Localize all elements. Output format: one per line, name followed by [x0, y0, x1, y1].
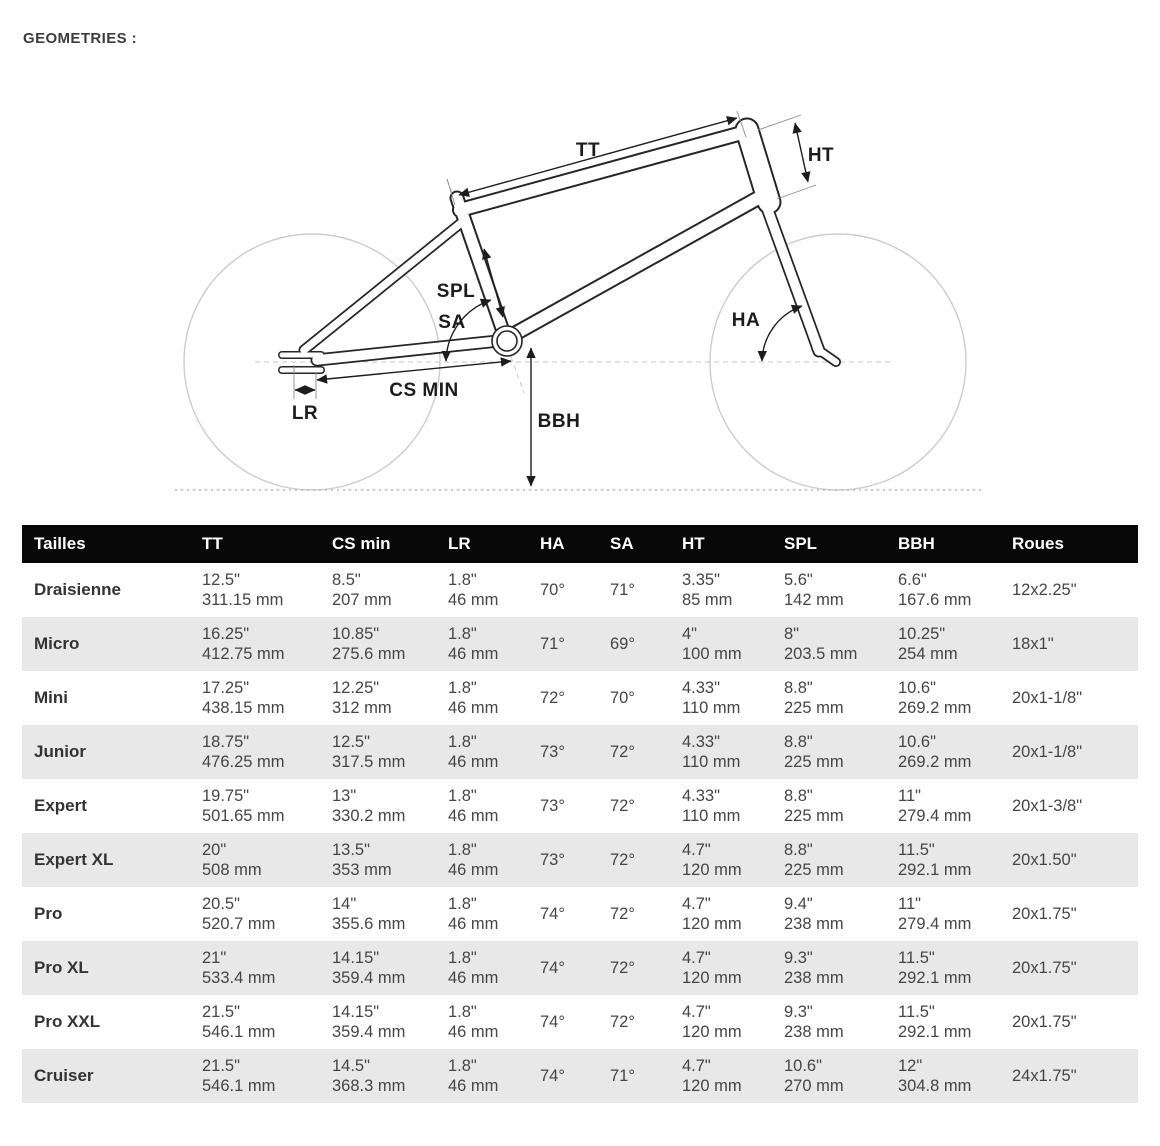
ht-mm: 120 mm	[682, 1023, 742, 1041]
spl-cell	[772, 617, 886, 671]
tt-inches: 12.5"	[202, 571, 240, 589]
tt-label: TT	[575, 140, 601, 161]
sa-cell: 72°	[610, 851, 635, 869]
bbh-mm: 292.1 mm	[898, 1023, 972, 1041]
lr-mm: 46 mm	[448, 1023, 499, 1041]
bbh-inches: 10.25"	[898, 625, 946, 643]
lr-cell	[436, 779, 528, 833]
ht-inches: 4.7"	[682, 949, 711, 967]
lr-inches: 1.8"	[448, 787, 477, 805]
ht-mm: 110 mm	[682, 753, 741, 771]
spl-mm: 225 mm	[784, 699, 844, 717]
bbh-mm: 304.8 mm	[898, 1077, 972, 1095]
spl-inches: 9.3"	[784, 949, 813, 967]
cs-mm: 353 mm	[332, 861, 392, 879]
tt-mm: 546.1 mm	[202, 1023, 276, 1041]
ht-cell	[670, 725, 772, 779]
sa-cell: 72°	[610, 959, 635, 977]
bbh-cell	[886, 779, 1000, 833]
spl-inches: 8.8"	[784, 679, 813, 697]
spl-cell	[772, 887, 886, 941]
size-name-cell	[22, 833, 190, 887]
lr-cell	[436, 1049, 528, 1103]
cs-mm: 359.4 mm	[332, 969, 406, 987]
cs-min-cell	[320, 617, 436, 671]
bbh-label: BBH	[537, 411, 581, 432]
lr-cell	[436, 617, 528, 671]
ha-cell: 73°	[540, 797, 565, 815]
cs-inches: 12.25"	[332, 679, 380, 697]
cs-min-cell	[320, 833, 436, 887]
ht-cell	[670, 833, 772, 887]
cs-mm: 312 mm	[332, 699, 392, 717]
ht-cell	[670, 887, 772, 941]
lr-cell	[436, 941, 528, 995]
size-name: Micro	[34, 634, 80, 653]
tt-cell	[190, 725, 320, 779]
bbh-cell	[886, 563, 1000, 617]
lr-inches: 1.8"	[448, 571, 477, 589]
table-row	[22, 563, 1138, 617]
spl-mm: 238 mm	[784, 969, 844, 987]
size-name-cell	[22, 671, 190, 725]
bbh-cell	[886, 833, 1000, 887]
bbh-inches: 12"	[898, 1057, 923, 1075]
ha-cell: 73°	[540, 851, 565, 869]
lr-cell	[436, 995, 528, 1049]
table-row	[22, 1049, 1138, 1103]
lr-inches: 1.8"	[448, 1003, 477, 1021]
bbh-cell	[886, 995, 1000, 1049]
cs-mm: 359.4 mm	[332, 1023, 406, 1041]
spl-mm: 203.5 mm	[784, 645, 858, 663]
column-header-roues: Roues	[1000, 525, 1138, 563]
ht-mm: 120 mm	[682, 1077, 742, 1095]
tt-inches: 17.25"	[202, 679, 250, 697]
sa-label: SA	[438, 312, 466, 333]
ht-mm: 100 mm	[682, 645, 742, 663]
cs-min-cell	[320, 941, 436, 995]
column-header-sa: SA	[598, 525, 670, 563]
bbh-mm: 292.1 mm	[898, 861, 972, 879]
spl-cell	[772, 779, 886, 833]
tt-mm: 412.75 mm	[202, 645, 285, 663]
bbh-cell	[886, 617, 1000, 671]
ht-cell	[670, 617, 772, 671]
tt-cell	[190, 1049, 320, 1103]
bbh-inches: 10.6"	[898, 679, 936, 697]
size-name: Pro XL	[34, 958, 89, 977]
cs-inches: 14.15"	[332, 949, 380, 967]
bbh-cell	[886, 941, 1000, 995]
spl-inches: 8.8"	[784, 841, 813, 859]
cs-min-label: CS MIN	[389, 380, 459, 401]
cs-mm: 317.5 mm	[332, 753, 406, 771]
ht-dimension	[795, 123, 808, 182]
sa-cell: 72°	[610, 1013, 635, 1031]
cs-min-cell	[320, 725, 436, 779]
lr-cell	[436, 833, 528, 887]
ht-cell	[670, 1049, 772, 1103]
cs-inches: 10.85"	[332, 625, 380, 643]
bbh-cell	[886, 725, 1000, 779]
tt-inches: 20.5"	[202, 895, 240, 913]
table-row	[22, 833, 1138, 887]
tt-inches: 21.5"	[202, 1003, 240, 1021]
tt-cell	[190, 887, 320, 941]
sa-cell: 71°	[610, 581, 635, 599]
spl-cell	[772, 671, 886, 725]
page-title: GEOMETRIES :	[23, 30, 137, 47]
cs-min-cell	[320, 563, 436, 617]
size-name: Mini	[34, 688, 68, 707]
cs-mm: 330.2 mm	[332, 807, 406, 825]
cs-inches: 14.5"	[332, 1057, 370, 1075]
spl-inches: 10.6"	[784, 1057, 822, 1075]
lr-inches: 1.8"	[448, 733, 477, 751]
cs-min-cell	[320, 995, 436, 1049]
ht-cell	[670, 563, 772, 617]
ht-cell	[670, 941, 772, 995]
geometry-diagram	[0, 69, 1160, 499]
bbh-mm: 269.2 mm	[898, 699, 972, 717]
table-row	[22, 725, 1138, 779]
size-name-cell	[22, 1049, 190, 1103]
ht-cell	[670, 995, 772, 1049]
column-header-lr: LR	[436, 525, 528, 563]
tt-mm: 520.7 mm	[202, 915, 276, 933]
lr-mm: 46 mm	[448, 807, 499, 825]
lr-inches: 1.8"	[448, 949, 477, 967]
tt-inches: 19.75"	[202, 787, 250, 805]
lr-label: LR	[291, 403, 319, 424]
roues-cell: 20x1.75"	[1012, 959, 1077, 977]
roues-cell: 24x1.75"	[1012, 1067, 1077, 1085]
spl-label: SPL	[436, 281, 476, 302]
spl-mm: 225 mm	[784, 807, 844, 825]
cs-min-cell	[320, 1049, 436, 1103]
tt-inches: 18.75"	[202, 733, 250, 751]
ht-inches: 4"	[682, 625, 698, 643]
spl-cell	[772, 941, 886, 995]
cs-inches: 8.5"	[332, 571, 361, 589]
cs-min-cell	[320, 887, 436, 941]
ha-angle-arc	[762, 306, 802, 361]
ht-inches: 4.7"	[682, 895, 711, 913]
column-header-bbh: BBH	[886, 525, 1000, 563]
ht-mm: 85 mm	[682, 591, 733, 609]
column-header-spl: SPL	[772, 525, 886, 563]
tt-cell	[190, 671, 320, 725]
frame-fill	[282, 130, 836, 370]
bbh-mm: 292.1 mm	[898, 969, 972, 987]
bbh-mm: 167.6 mm	[898, 591, 972, 609]
tt-mm: 501.65 mm	[202, 807, 285, 825]
cs-inches: 14.15"	[332, 1003, 380, 1021]
roues-cell: 20x1.75"	[1012, 1013, 1077, 1031]
ha-label: HA	[731, 310, 761, 331]
tt-inches: 20"	[202, 841, 227, 859]
tt-inches: 21.5"	[202, 1057, 240, 1075]
sa-cell: 72°	[610, 797, 635, 815]
ht-label: HT	[807, 145, 835, 166]
ht-inches: 4.33"	[682, 787, 720, 805]
table-row	[22, 779, 1138, 833]
roues-cell: 12x2.25"	[1012, 581, 1077, 599]
spl-inches: 9.4"	[784, 895, 813, 913]
bottom-bracket-inner	[497, 331, 517, 351]
column-header-tailles: Tailles	[22, 525, 190, 563]
size-name: Expert XL	[34, 850, 114, 869]
tt-mm: 508 mm	[202, 861, 262, 879]
tt-mm: 438.15 mm	[202, 699, 285, 717]
sa-cell: 72°	[610, 743, 635, 761]
lr-inches: 1.8"	[448, 841, 477, 859]
spl-cell	[772, 563, 886, 617]
spl-mm: 238 mm	[784, 1023, 844, 1041]
bbh-mm: 279.4 mm	[898, 915, 972, 933]
cs-mm: 275.6 mm	[332, 645, 406, 663]
size-name-cell	[22, 887, 190, 941]
roues-cell: 20x1-1/8"	[1012, 689, 1083, 707]
ht-mm: 110 mm	[682, 807, 741, 825]
bbh-cell	[886, 887, 1000, 941]
spl-inches: 8"	[784, 625, 800, 643]
size-name: Expert	[34, 796, 87, 815]
cs-mm: 355.6 mm	[332, 915, 406, 933]
lr-cell	[436, 725, 528, 779]
tt-mm: 311.15 mm	[202, 591, 284, 609]
table-header	[22, 525, 1138, 563]
spl-mm: 225 mm	[784, 753, 844, 771]
table-row	[22, 995, 1138, 1049]
spl-inches: 9.3"	[784, 1003, 813, 1021]
spl-cell	[772, 725, 886, 779]
lr-cell	[436, 563, 528, 617]
bike-frame-illustration	[0, 69, 1160, 499]
cs-min-cell	[320, 779, 436, 833]
ht-inches: 4.7"	[682, 1057, 711, 1075]
column-header-ht: HT	[670, 525, 772, 563]
cs-min-cell	[320, 671, 436, 725]
lr-mm: 46 mm	[448, 969, 499, 987]
bbh-mm: 254 mm	[898, 645, 958, 663]
size-name: Junior	[34, 742, 86, 761]
geometry-table	[22, 525, 1138, 1103]
tt-mm: 546.1 mm	[202, 1077, 276, 1095]
size-name-cell	[22, 617, 190, 671]
roues-cell: 20x1.75"	[1012, 905, 1077, 923]
ha-cell: 72°	[540, 689, 565, 707]
ha-cell: 71°	[540, 635, 565, 653]
roues-cell: 18x1"	[1012, 635, 1054, 653]
size-name: Draisienne	[34, 580, 121, 599]
size-name-cell	[22, 995, 190, 1049]
cs-inches: 13.5"	[332, 841, 370, 859]
bbh-mm: 269.2 mm	[898, 753, 972, 771]
bbh-inches: 11"	[898, 895, 921, 913]
spl-cell	[772, 1049, 886, 1103]
ht-mm: 120 mm	[682, 969, 742, 987]
size-name-cell	[22, 779, 190, 833]
lr-inches: 1.8"	[448, 1057, 477, 1075]
ha-cell: 74°	[540, 905, 565, 923]
tt-inches: 21"	[202, 949, 227, 967]
lr-mm: 46 mm	[448, 591, 499, 609]
bbh-mm: 279.4 mm	[898, 807, 972, 825]
ha-cell: 70°	[540, 581, 565, 599]
ht-cell	[670, 779, 772, 833]
cs-inches: 13"	[332, 787, 357, 805]
column-header-ha: HA	[528, 525, 598, 563]
bbh-inches: 11.5"	[898, 949, 935, 967]
cs-inches: 12.5"	[332, 733, 370, 751]
sa-cell: 70°	[610, 689, 635, 707]
bbh-cell	[886, 1049, 1000, 1103]
roues-cell: 20x1-3/8"	[1012, 797, 1083, 815]
tt-cell	[190, 941, 320, 995]
spl-inches: 5.6"	[784, 571, 813, 589]
roues-cell: 20x1.50"	[1012, 851, 1077, 869]
lr-mm: 46 mm	[448, 645, 499, 663]
ha-cell: 74°	[540, 1067, 565, 1085]
lr-cell	[436, 887, 528, 941]
ht-mm: 120 mm	[682, 915, 742, 933]
ha-cell: 73°	[540, 743, 565, 761]
bbh-cell	[886, 671, 1000, 725]
ht-mm: 110 mm	[682, 699, 741, 717]
tt-cell	[190, 617, 320, 671]
size-name-cell	[22, 563, 190, 617]
size-name: Pro XXL	[34, 1012, 101, 1031]
cs-min-dimension	[317, 361, 511, 380]
geometry-table-body	[22, 563, 1138, 1103]
ht-mm: 120 mm	[682, 861, 742, 879]
sa-cell: 71°	[610, 1067, 635, 1085]
size-name-cell	[22, 941, 190, 995]
tt-mm: 533.4 mm	[202, 969, 276, 987]
spl-mm: 142 mm	[784, 591, 844, 609]
tt-inches: 16.25"	[202, 625, 250, 643]
spl-mm: 225 mm	[784, 861, 844, 879]
column-header-cs-min: CS min	[320, 525, 436, 563]
lr-mm: 46 mm	[448, 699, 499, 717]
tt-cell	[190, 779, 320, 833]
bbh-inches: 11.5"	[898, 841, 935, 859]
ht-inches: 4.33"	[682, 733, 720, 751]
bbh-inches: 11.5"	[898, 1003, 935, 1021]
roues-cell: 20x1-1/8"	[1012, 743, 1083, 761]
lr-mm: 46 mm	[448, 861, 499, 879]
tt-cell	[190, 833, 320, 887]
lr-mm: 46 mm	[448, 915, 499, 933]
bbh-inches: 10.6"	[898, 733, 936, 751]
ht-inches: 4.33"	[682, 679, 720, 697]
spl-cell	[772, 833, 886, 887]
ha-cell: 74°	[540, 959, 565, 977]
bbh-inches: 11"	[898, 787, 921, 805]
table-row	[22, 887, 1138, 941]
spl-mm: 238 mm	[784, 915, 844, 933]
ht-inches: 4.7"	[682, 841, 711, 859]
ht-cell	[670, 671, 772, 725]
ha-cell: 74°	[540, 1013, 565, 1031]
tt-cell	[190, 563, 320, 617]
lr-inches: 1.8"	[448, 895, 477, 913]
table-row	[22, 671, 1138, 725]
table-row	[22, 617, 1138, 671]
ht-inches: 4.7"	[682, 1003, 711, 1021]
cs-inches: 14"	[332, 895, 357, 913]
ht-inches: 3.35"	[682, 571, 720, 589]
lr-cell	[436, 671, 528, 725]
spl-inches: 8.8"	[784, 787, 813, 805]
tt-cell	[190, 995, 320, 1049]
lr-mm: 46 mm	[448, 1077, 499, 1095]
spl-mm: 270 mm	[784, 1077, 844, 1095]
size-name: Cruiser	[34, 1066, 94, 1085]
spl-cell	[772, 995, 886, 1049]
lr-inches: 1.8"	[448, 679, 477, 697]
column-header-tt: TT	[190, 525, 320, 563]
lr-inches: 1.8"	[448, 625, 477, 643]
sa-cell: 72°	[610, 905, 635, 923]
lr-mm: 46 mm	[448, 753, 499, 771]
sa-cell: 69°	[610, 635, 635, 653]
size-name-cell	[22, 725, 190, 779]
cs-mm: 368.3 mm	[332, 1077, 406, 1095]
table-row	[22, 941, 1138, 995]
cs-mm: 207 mm	[332, 591, 392, 609]
size-name: Pro	[34, 904, 63, 923]
spl-inches: 8.8"	[784, 733, 813, 751]
tt-mm: 476.25 mm	[202, 753, 285, 771]
bbh-inches: 6.6"	[898, 571, 927, 589]
